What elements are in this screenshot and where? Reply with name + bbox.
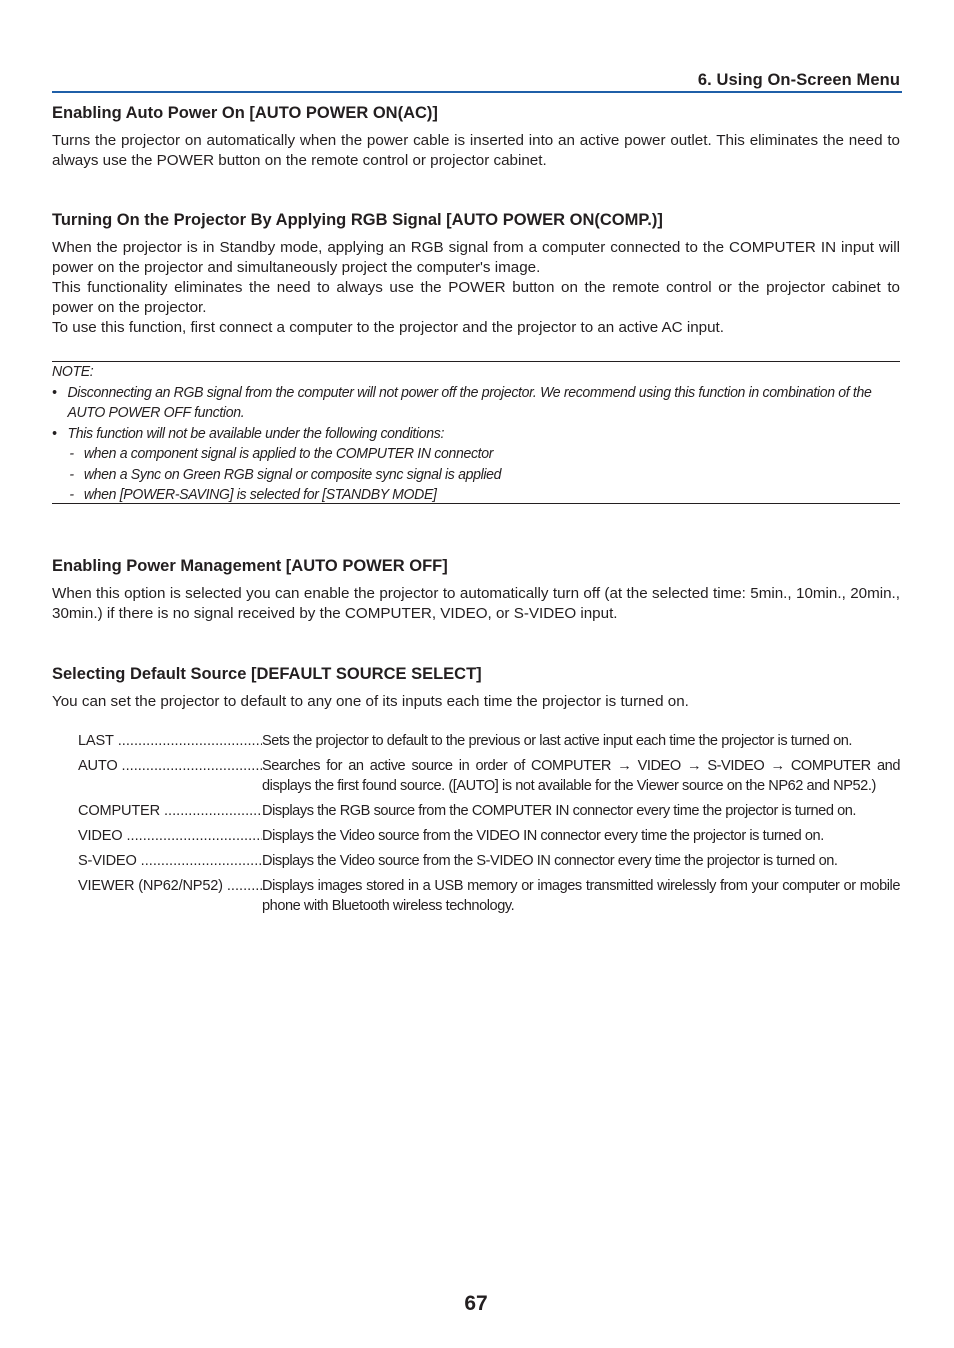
source-label: COMPUTER ..... — [78, 801, 262, 821]
note-content — [52, 362, 901, 506]
note-sub-item — [52, 444, 901, 465]
section-paragraph: When the projector is in Standby mode, applying an RGB signal from a computer connected to the COMPUTER IN input will power on the projector and simultaneously project the computer's image. — [52, 239, 900, 276]
source-item-last — [78, 731, 900, 751]
section-paragraph: This functionality eliminates the need to always use the POWER button on the remote control or the projector cabinet to power on the projector. — [52, 279, 900, 316]
section-heading-default-source-select: Selecting Default Source [DEFAULT SOURCE SELECT] — [52, 665, 482, 683]
source-description: Displays the Video source from the S-VIDEO IN connector every time the projector is turned on. — [262, 853, 838, 869]
source-description: Displays the RGB source from the COMPUTER IN connector every time the projector is turned on. — [262, 803, 857, 819]
section-paragraph: To use this function, first connect a computer to the projector and the projector to an active AC input. — [52, 319, 724, 336]
note-sub-item-text: when a Sync on Green RGB signal or composite sync signal is applied — [83, 466, 502, 483]
bullet-mark: • — [52, 384, 57, 401]
note-bullet-text: Disconnecting an RGB signal from the computer will not power off the projector. We recommend using this function in combination of the AUTO POWER OFF function. — [67, 384, 872, 421]
header-rule — [52, 91, 902, 93]
section-paragraph: When this option is selected you can enable the projector to automatically turn off (at the selected time: 5min., 10min., 20min., 30min.) if there is no signal received by the COMPUTER, VIDEO, or S-VIDEO input. — [52, 585, 900, 622]
dash-mark: - — [69, 487, 74, 503]
source-label: LAST ..... — [78, 731, 262, 751]
source-label: VIDEO ..... — [78, 826, 262, 846]
source-label: S-VIDEO ..... — [78, 851, 262, 871]
source-description: Displays the Video source from the VIDEO IN connector every time the projector is turned on. — [262, 828, 824, 844]
source-label: AUTO ..... — [78, 756, 262, 796]
note-bullet — [52, 424, 901, 445]
running-header: 6. Using On-Screen Menu — [697, 71, 900, 89]
note-bullet — [52, 383, 901, 424]
page-number: 67 — [464, 1292, 488, 1315]
source-item-viewer — [78, 876, 900, 916]
dash-mark: - — [69, 466, 74, 483]
bullet-mark: • — [52, 425, 57, 442]
section-heading-auto-power-off: Enabling Power Management [AUTO POWER OFF] — [52, 557, 448, 575]
section-paragraph: Turns the projector on automatically when the power cable is inserted into an active power outlet. This eliminates the need to always use the POWER button on the remote control or projector cabinet. — [52, 132, 900, 169]
source-description: Displays images stored in a USB memory or images transmitted wirelessly from your computer or mobile phone with Bluetooth wireless technology. — [262, 878, 900, 914]
note-sub-item-text: when a component signal is applied to the COMPUTER IN connector — [83, 446, 494, 462]
section-paragraph: You can set the projector to default to any one of its inputs each time the projector is turned on. — [52, 693, 689, 710]
note-bullet-text: This function will not be available under the following conditions: — [67, 425, 445, 442]
source-item-s-video — [78, 851, 900, 871]
section-heading-auto-power-on-ac: Enabling Auto Power On [AUTO POWER ON(AC)] — [52, 104, 438, 122]
source-label: VIEWER (NP62/NP52) ..... — [78, 876, 262, 916]
dash-mark: - — [69, 446, 74, 462]
note-box — [52, 361, 900, 504]
source-item-computer — [78, 801, 900, 821]
note-sub-item-text: when [POWER-SAVING] is selected for [STANDBY MODE] — [83, 487, 437, 503]
source-description: Searches for an active source in order of COMPUTER → VIDEO → S-VIDEO → COMPUTER and displays the first found source. ([AUTO] is not available for the Viewer source on the NP62 and NP52.) — [262, 758, 900, 794]
note-title: NOTE: — [52, 364, 94, 380]
default-source-list — [78, 731, 900, 921]
note-sub-item — [52, 485, 901, 506]
source-item-auto — [78, 756, 900, 796]
section-heading-auto-power-on-comp: Turning On the Projector By Applying RGB Signal [AUTO POWER ON(COMP.)] — [52, 211, 663, 229]
note-sub-item — [52, 465, 901, 486]
source-item-video — [78, 826, 900, 846]
source-description: Sets the projector to default to the previous or last active input each time the projector is turned on. — [262, 733, 853, 749]
